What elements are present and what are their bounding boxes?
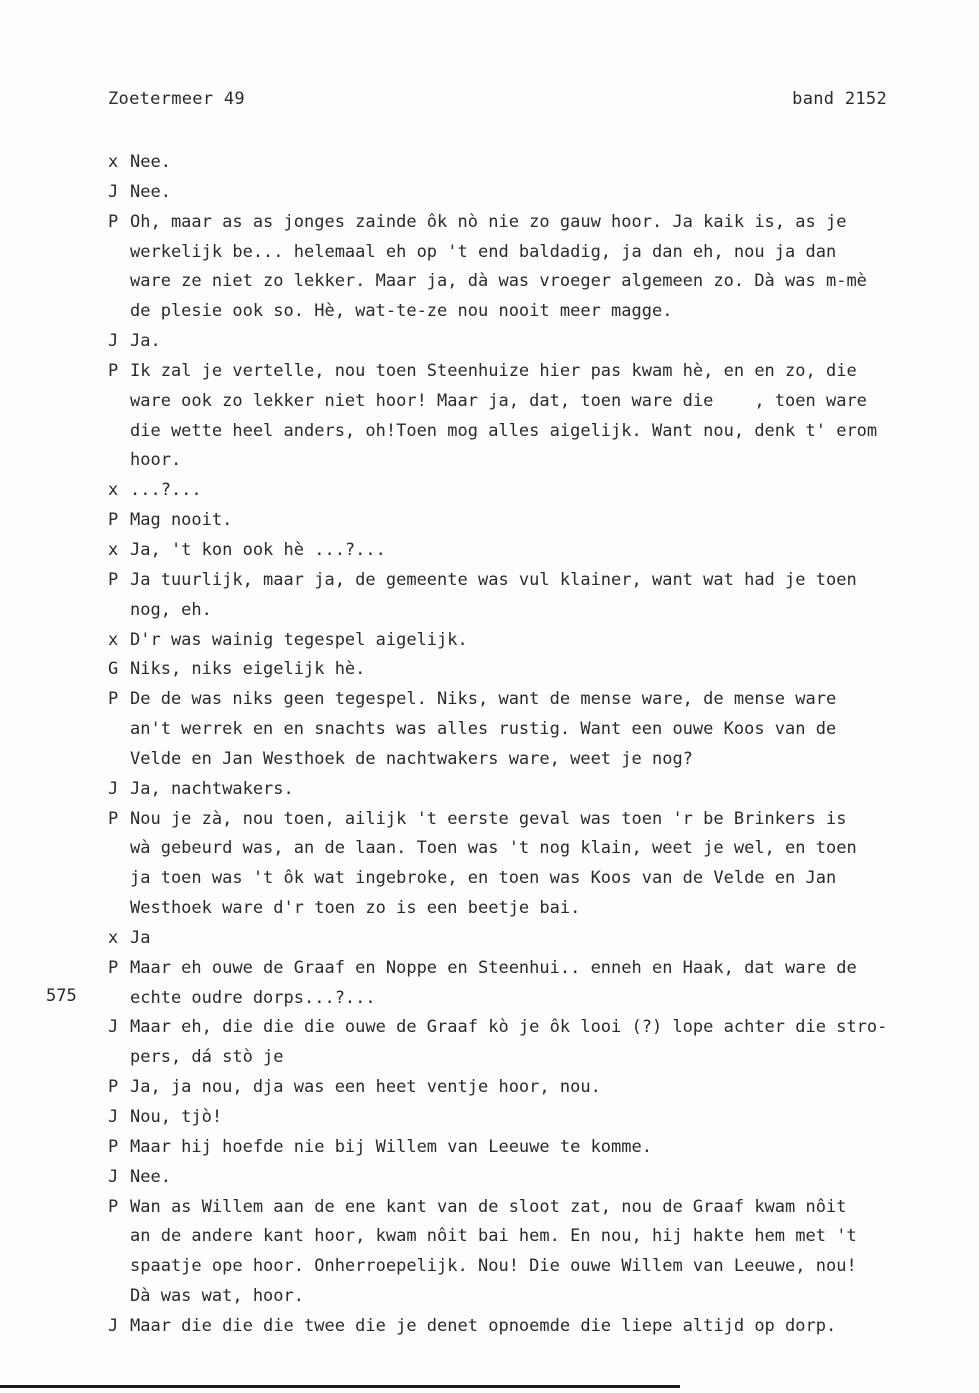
transcript-entry [108, 924, 928, 954]
transcript-line: die wette heel anders, oh!Toen mog alles aigelijk. Want nou, denk t' erom [130, 420, 878, 441]
transcript-entry [108, 1193, 928, 1312]
transcript-line: Nee. [130, 1166, 171, 1187]
transcript-line: Velde en Jan Westhoek de nachtwakers ware, weet je nog? [130, 748, 693, 769]
transcript-entry [108, 1312, 928, 1342]
transcript-line: wà gebeurd was, an de laan. Toen was 't nog klain, weet je wel, en toen [130, 838, 857, 859]
speaker-label: x [108, 629, 119, 650]
transcript-line: D'r was wainig tegespel aigelijk. [130, 629, 468, 650]
transcript-line: echte oudre dorps...?... [130, 987, 376, 1008]
transcript-line: Ja, nachtwakers. [130, 778, 294, 799]
transcript-line: Maar eh ouwe de Graaf en Noppe en Steenhui.. enneh en Haak, dat ware de [130, 957, 857, 978]
transcript-entry [108, 1163, 928, 1193]
transcript-line: Niks, niks eigelijk hè. [130, 659, 366, 680]
transcript-line: Ja, 't kon ook hè ...?... [130, 539, 386, 560]
bottom-rule [0, 1385, 680, 1388]
transcript-line: an de andere kant hoor, kwam nôit bai hem. En nou, hij hakte hem met 't [130, 1226, 857, 1247]
transcript-entry [108, 476, 928, 506]
transcript-entry [108, 685, 928, 775]
transcript-line: Ja tuurlijk, maar ja, de gemeente was vul klainer, want wat had je toen [130, 569, 857, 590]
transcript-entry [108, 506, 928, 536]
transcript-line: Nou je zà, nou toen, ailijk 't eerste geval was toen 'r be Brinkers is [130, 808, 847, 829]
speaker-label: x [108, 480, 119, 501]
speaker-label: J [108, 1107, 119, 1127]
transcript-line: pers, dá stò je [130, 1047, 284, 1068]
transcript-line: Nee. [130, 181, 171, 202]
transcript-entry [108, 1013, 928, 1073]
transcript-line: an't werrek en en snachts was alles rustig. Want een ouwe Koos van de [130, 719, 837, 740]
transcript-body [108, 148, 928, 1342]
speaker-label: P [108, 1136, 119, 1157]
margin-note: 575 [46, 986, 77, 1006]
transcript-line: De de was niks geen tegespel. Niks, want de mense ware, de mense ware [130, 689, 837, 710]
transcript-entry [108, 566, 928, 626]
speaker-label: J [108, 181, 119, 202]
transcript-line: spaatje ope hoor. Onherroepelijk. Nou! Die ouwe Willem van Leeuwe, nou! [130, 1256, 857, 1277]
header-tape-number: band 2152 [792, 89, 887, 109]
transcript-entry [108, 954, 928, 1014]
speaker-label: x [108, 927, 119, 948]
transcript-line: Westhoek ware d'r toen zo is een beetje bai. [130, 898, 581, 919]
transcript-entry [108, 805, 928, 924]
transcript-line: Nee. [130, 152, 171, 172]
transcript-line: ware ook zo lekker niet hoor! Maar ja, dat, toen ware die , toen ware [130, 390, 867, 411]
transcript-entry [108, 655, 928, 685]
speaker-label: J [108, 778, 119, 799]
transcript-line: Maar die die die twee die je denet opnoemde die liepe altijd op dorp. [130, 1315, 837, 1336]
transcript-line: Wan as Willem aan de ene kant van de sloot zat, nou de Graaf kwam nôit [130, 1196, 847, 1217]
transcript-line: Ja [130, 927, 151, 948]
speaker-label: J [108, 1166, 119, 1187]
speaker-label: P [108, 689, 119, 710]
speaker-label: P [108, 360, 119, 381]
transcript-line: Maar eh, die die die ouwe de Graaf kò je ôk looi (?) lope achter die stro- [130, 1017, 888, 1038]
transcript-entry [108, 208, 928, 327]
header-location: Zoetermeer 49 [108, 89, 245, 109]
speaker-label: x [108, 152, 119, 172]
transcript-line: ja toen was 't ôk wat ingebroke, en toen was Koos van de Velde en Jan [130, 868, 837, 889]
transcript-line: Dà was wat, hoor. [130, 1286, 304, 1307]
speaker-label: P [108, 808, 119, 829]
transcript-line: Ja. [130, 331, 161, 352]
transcript-entry [108, 1103, 928, 1133]
speaker-label: P [108, 957, 119, 978]
transcript-entry [108, 357, 928, 476]
transcript-entry [108, 775, 928, 805]
speaker-label: J [108, 331, 119, 352]
transcript-line: Maar hij hoefde nie bij Willem van Leeuwe te komme. [130, 1136, 652, 1157]
transcript-line: nog, eh. [130, 599, 212, 620]
speaker-label: J [108, 1315, 119, 1336]
transcript-line: Nou, tjò! [130, 1107, 223, 1127]
transcript-line: Mag nooit. [130, 510, 233, 531]
speaker-label: P [108, 569, 119, 590]
transcript-line: Oh, maar as as jonges zainde ôk nò nie zo gauw hoor. Ja kaik is, as je [130, 211, 847, 232]
transcript-line: ...?... [130, 480, 202, 501]
speaker-label: P [108, 1196, 119, 1217]
transcript-line: Ik zal je vertelle, nou toen Steenhuize hier pas kwam hè, en en zo, die [130, 360, 857, 381]
transcript-entry [108, 327, 928, 357]
transcript-line: ware ze niet zo lekker. Maar ja, dà was vroeger algemeen zo. Dà was m-mè [130, 271, 867, 292]
transcript-line: Ja, ja nou, dja was een heet ventje hoor, nou. [130, 1077, 601, 1098]
speaker-label: J [108, 1017, 119, 1038]
speaker-label: G [108, 659, 119, 680]
speaker-label: x [108, 539, 119, 560]
transcript-line: de plesie ook so. Hè, wat-te-ze nou nooit meer magge. [130, 301, 673, 322]
transcript-entry [108, 536, 928, 566]
transcript-entry [108, 1073, 928, 1103]
transcript-entry [108, 148, 928, 178]
speaker-label: P [108, 1077, 119, 1098]
transcript-entry [108, 1133, 928, 1163]
transcript-line: hoor. [130, 450, 182, 471]
transcript-entry [108, 178, 928, 208]
speaker-label: P [108, 211, 119, 232]
transcript-line: werkelijk be... helemaal eh op 't end baldadig, ja dan eh, nou ja dan [130, 241, 837, 262]
speaker-label: P [108, 510, 119, 531]
transcript-entry [108, 626, 928, 656]
